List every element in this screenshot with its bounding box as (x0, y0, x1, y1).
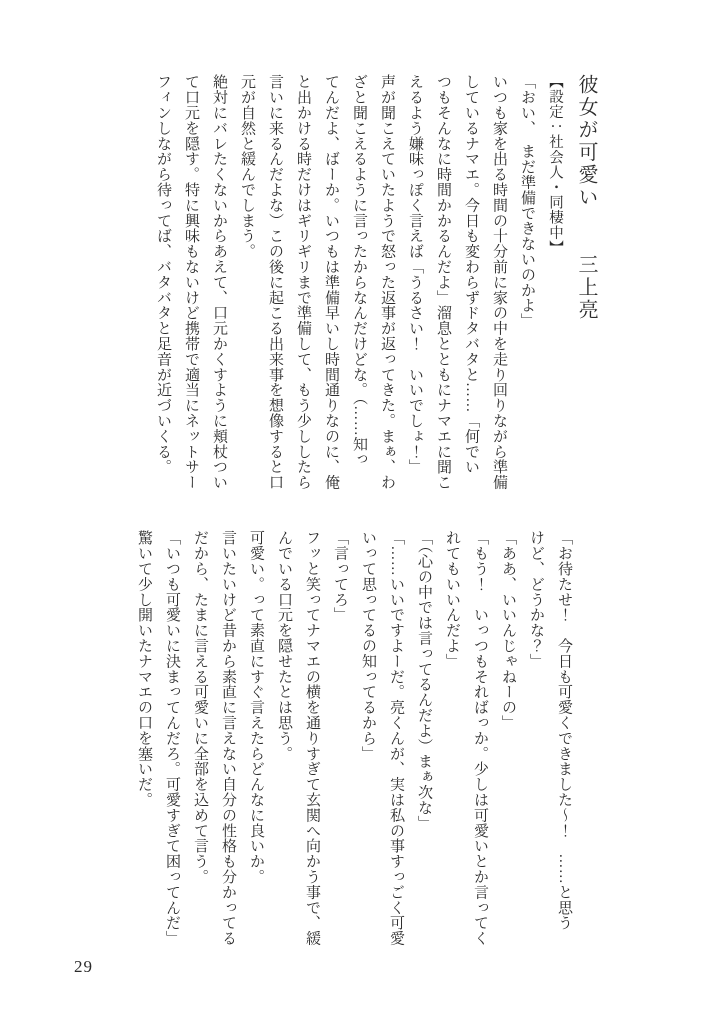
text-line: フッと笑ってナマエの横を通りすぎて玄関へ向かう事で、緩 (304, 530, 320, 946)
text-line: 驚いて少し開いたナマエの口を塞いだ。 (136, 530, 152, 808)
bottom-text-block (130, 530, 578, 968)
text-line: いつも家を出る時間の十分前に家の中を走り回りながら準備 (491, 74, 507, 490)
text-line: 「（心の中では言ってるんだよ）まぁ次な」 (416, 530, 432, 831)
text-line: て口元を隠す。特に興味もないけど携帯で適当にネットサー (183, 74, 199, 490)
text-line: 言いに来るんだよな）この後に起こる出来事を想像すると口 (267, 74, 283, 490)
text-line: だから、たまに言える可愛いに全部を込めて言う。 (192, 530, 208, 885)
text-line: 可愛い。って素直にすぐ言えたらどんなに良いか。 (248, 530, 264, 885)
text-line: えるよう嫌味っぽく言えば「うるさい！ いいでしょ！」 (407, 74, 423, 475)
text-line: 「もう！ いっつもそればっか。少しは可愛いとか言ってく (472, 530, 488, 946)
text-line: いって思ってるの知ってるから」 (360, 530, 376, 761)
text-line: フィンしながら待ってば、バタバタと足音が近づいくる。 (155, 74, 171, 475)
text-line: 「いつも可愛いに決まってんだろ。可愛すぎて困ってんだ」 (164, 530, 180, 946)
text-line: と出かける時だけはギリギリまで準備して、もう少ししたら (295, 74, 311, 490)
text-line: てんだよ、ばーか。いつもは準備早いし時間通りなのに、俺 (323, 74, 339, 490)
text-line: 元が自然と緩んでしまう。 (239, 74, 255, 259)
text-line: しているナマエ。今日も変わらずドタバタと……「何でい (463, 74, 479, 475)
text-line: つもそんなに時間かかるんだよ」溜息とともにナマエに聞こ (435, 74, 451, 490)
text-line: けど、どうかな？」 (528, 530, 544, 669)
text-line: ざと聞こえるように言ったからなんだけどな。（……知っ (351, 74, 367, 467)
text-line: 「ああ、いいんじゃねーの」 (500, 530, 516, 731)
page-number: 29 (74, 957, 93, 976)
text-line: れてもいいんだよ」 (444, 530, 460, 669)
text-line: 絶対にバレたくないからあえて、口元かくすように頬杖つい (211, 74, 227, 490)
story-title: 彼女が可愛い 三上亮 (575, 74, 597, 322)
text-line: 言いたいけど昔から素直に言えない自分の性格も分かってる (220, 530, 236, 946)
text-line: 「言ってろ」 (332, 530, 348, 623)
setting-line: 【設定：社会人・同棲中】 (547, 74, 563, 256)
text-line: 声が聞こえていたようで怒った返事が返ってきた。まぁ、わ (379, 74, 395, 490)
text-line: 「おい、 まだ準備できないのかよ」 (519, 74, 535, 329)
text-line: 「……いいですよーだ。亮くんが、実は私の事すっごく可愛 (388, 530, 404, 946)
text-line: 「お待たせ！ 今日も可愛くできました〜！ ……と思う (556, 530, 572, 931)
text-line: んでいる口元を隠せたとは思う。 (276, 530, 292, 761)
top-text-block (149, 74, 603, 494)
